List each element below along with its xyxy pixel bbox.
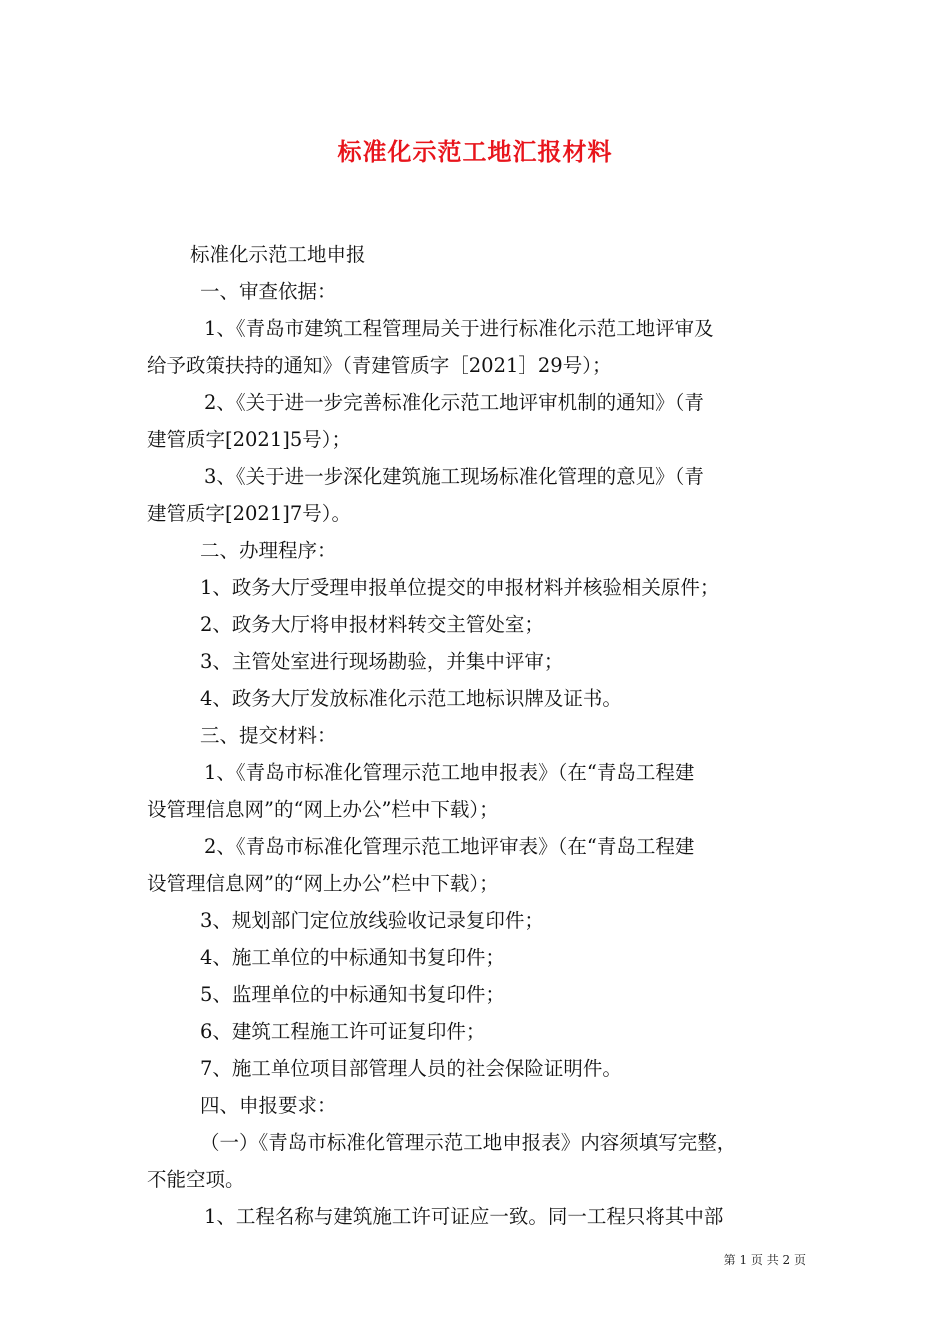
paragraph-line: 1、工程名称与建筑施工许可证应一致。同一工程只将其中部 (204, 1205, 724, 1228)
paragraph-line: 3、规划部门定位放线验收记录复印件； (200, 909, 544, 932)
paragraph-line: 2、《关于进一步完善标准化示范工地评审机制的通知》（青 (204, 391, 704, 414)
paragraph-line: 给予政策扶持的通知》（青建管质字［2021］29号）； (147, 354, 612, 377)
paragraph-line: 5、监理单位的中标通知书复印件； (200, 983, 505, 1006)
paragraph-line: 3、主管处室进行现场勘验，并集中评审； (200, 650, 564, 673)
paragraph-line: 4、施工单位的中标通知书复印件； (200, 946, 505, 969)
page-footer: 第 1 页 共 2 页 (723, 1253, 806, 1267)
paragraph-line: 标准化示范工地申报 (190, 243, 366, 266)
paragraph-line: 3、《关于进一步深化建筑施工现场标准化管理的意见》（青 (204, 465, 704, 488)
paragraph-line: 二、办理程序： (200, 539, 337, 562)
paragraph-line: 1、《青岛市建筑工程管理局关于进行标准化示范工地评审及 (204, 317, 714, 340)
paragraph-line: 7、施工单位项目部管理人员的社会保险证明件。 (200, 1057, 622, 1080)
paragraph-line: 四、申报要求： (200, 1094, 337, 1117)
paragraph-line: （一）《青岛市标准化管理示范工地申报表》内容须填写完整， (200, 1131, 737, 1154)
document-body (147, 236, 812, 1235)
paragraph-line: 设管理信息网”的“网上办公”栏中下载）； (147, 798, 499, 821)
paragraph-line: 2、《青岛市标准化管理示范工地评审表》（在“青岛工程建 (204, 835, 695, 858)
paragraph-line: 建管质字[2021]5号）； (147, 428, 351, 451)
paragraph-line: 1、《青岛市标准化管理示范工地申报表》（在“青岛工程建 (204, 761, 695, 784)
paragraph-line: 三、提交材料： (200, 724, 337, 747)
paragraph-line: 2、政务大厅将申报材料转交主管处室； (200, 613, 544, 636)
paragraph-line: 1、政务大厅受理申报单位提交的申报材料并核验相关原件； (200, 576, 720, 599)
paragraph-line: 一、审查依据： (200, 280, 337, 303)
paragraph-line: 4、政务大厅发放标准化示范工地标识牌及证书。 (200, 687, 622, 710)
paragraph-line: 6、建筑工程施工许可证复印件； (200, 1020, 486, 1043)
paragraph-line: 设管理信息网”的“网上办公”栏中下载）； (147, 872, 499, 895)
paragraph-line: 不能空项。 (147, 1168, 245, 1191)
page-title: 标准化示范工地汇报材料 (337, 137, 613, 166)
paragraph-line: 建管质字[2021]7号）。 (147, 502, 351, 525)
